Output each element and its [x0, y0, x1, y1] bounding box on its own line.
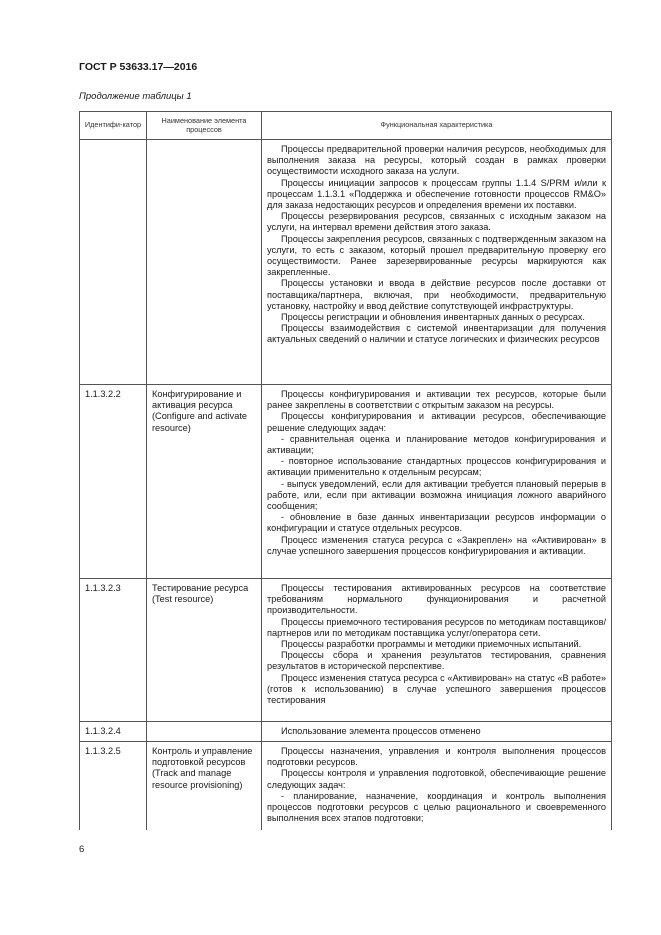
table-row [80, 579, 612, 722]
description-list-item: - повторное использование стандартных процессов конфигурирования и активации применительно к отдельным ресурсам; [267, 456, 606, 478]
row-description [262, 579, 612, 722]
description-paragraph: Процессы назначения, управления и контроля выполнения процессов подготовки ресурсов. [267, 746, 606, 768]
row-identifier: 1.1.3.2.4 [80, 722, 147, 742]
description-list-item: - выпуск уведомлений, если для активации требуется плановый перерыв в работе, или, если при активации возможна инициация ложного аварийного сообщения; [267, 478, 606, 512]
description-paragraph: Процессы резервирования ресурсов, связанных с исходным заказом на услуги, на интервал времени действия этого заказа. [267, 211, 606, 233]
description-paragraph: Процессы взаимодействия с системой инвентаризации для получения актуальных сведений о наличии и статусе логических и физических ресурсов [267, 323, 606, 345]
page-number: 6 [79, 844, 85, 855]
document-header: ГОСТ Р 53633.17—2016 [79, 61, 198, 73]
description-paragraph: Процесс изменения статуса ресурса с «Закреплен» на «Активирован» в случае успешного завершения процессов конфигурирования и активации. [267, 534, 606, 556]
table-row [80, 140, 612, 385]
column-header-name: Наименование элемента процессов [147, 112, 262, 140]
description-paragraph: Процессы закрепления ресурсов, связанных с подтвержденным заказом на услуги, то есть с заказом, который прошел предварительную проверку его осуществимости. Ранее зарезервированные ресурсы маркируются как закрепленные. [267, 233, 606, 278]
table-row [80, 385, 612, 579]
row-element-name [147, 722, 262, 742]
description-paragraph: Процессы приемочного тестирования ресурсов по методикам поставщиков/партнеров или по методикам поставщика услуг/оператора сети. [267, 616, 607, 638]
row-identifier: 1.1.3.2.5 [80, 742, 147, 830]
description-paragraph: Процессы регистрации и обновления инвентарных данных о ресурсах. [281, 312, 585, 323]
row-description [262, 140, 612, 385]
table-header-row [80, 112, 612, 140]
description-paragraph: Процессы конфигурирования и активации тех ресурсов, которые были ранее закреплены в соответствии с открытым заказом на ресурсы. [267, 389, 606, 411]
description-list-item: - обновление в базе данных инвентаризации ресурсов информации о конфигурации и статусе отдельных ресурсов. [267, 512, 606, 534]
column-header-id: Идентифи-катор [80, 112, 147, 140]
description-paragraph: Процессы сбора и хранения результатов тестирования, сравнения результатов в исторической перспективе. [267, 650, 606, 672]
description-paragraph: Процессы установки и ввода в действие ресурсов после доставки от поставщика/партнера, включая, при необходимости, предварительную установку, настройку и ввод действие сопутствующей инфраструктуры. [267, 278, 606, 311]
row-identifier: 1.1.3.2.3 [80, 579, 147, 722]
process-table [79, 111, 612, 830]
row-element-name: Тестирование ресурса (Test resource) [147, 579, 262, 722]
row-element-name [147, 140, 262, 385]
description-paragraph: Процессы контроля и управления подготовкой, обеспечивающие решение следующих задач: [267, 768, 606, 790]
row-element-name: Конфигурирование и активация ресурса (Configure and activate resource) [147, 385, 262, 579]
description-list-item: - планирование, назначение, координация и контроль выполнения процессов подготовки ресурсов с целью рационального и своевременного выполнения всех этапов подготовки; [267, 790, 606, 824]
table-row [80, 722, 612, 742]
description-paragraph: Процессы конфигурирования и активации ресурсов, обеспечивающие решение следующих задач: [267, 411, 606, 433]
row-identifier: 1.1.3.2.2 [80, 385, 147, 579]
column-header-description: Функциональная характеристика [262, 112, 612, 140]
description-list-item: - сравнительная оценка и планирование методов конфигурирования и активации; [267, 433, 606, 456]
description-paragraph: Процессы тестирования активированных ресурсов на соответствие требованиям нормального функционирования и расчетной производительности. [267, 583, 606, 616]
row-description [262, 742, 612, 830]
description-paragraph: Использование элемента процессов отменено [281, 726, 481, 736]
table-caption: Продолжение таблицы 1 [79, 91, 192, 102]
description-paragraph: Процессы предварительной проверки наличия ресурсов, необходимых для выполнения заказа на ресурсы, который создан в рамках проверки осуществимости исходного заказа на услуги. [267, 144, 606, 177]
description-paragraph: Процессы инициации запросов к процессам группы 1.1.4 S/PRM и/или к процессам 1.1.3.1 «Поддержка и обеспечение готовности процессов RM&O» для заказа недостающих ресурсов и определения времени их поставки. [267, 177, 606, 211]
row-description [262, 385, 612, 579]
description-paragraph: Процессы разработки программы и методики приемочных испытаний. [281, 639, 582, 650]
description-paragraph: Процесс изменения статуса ресурса с «Активирован» на статус «В работе» (готов к использованию) в случае успешного завершения процессов тестирования [267, 672, 606, 706]
table-row [80, 742, 612, 830]
row-identifier [80, 140, 147, 385]
row-element-name: Контроль и управление подготовкой ресурсов (Track and manage resource provisioning) [147, 742, 262, 830]
row-description [262, 722, 612, 742]
